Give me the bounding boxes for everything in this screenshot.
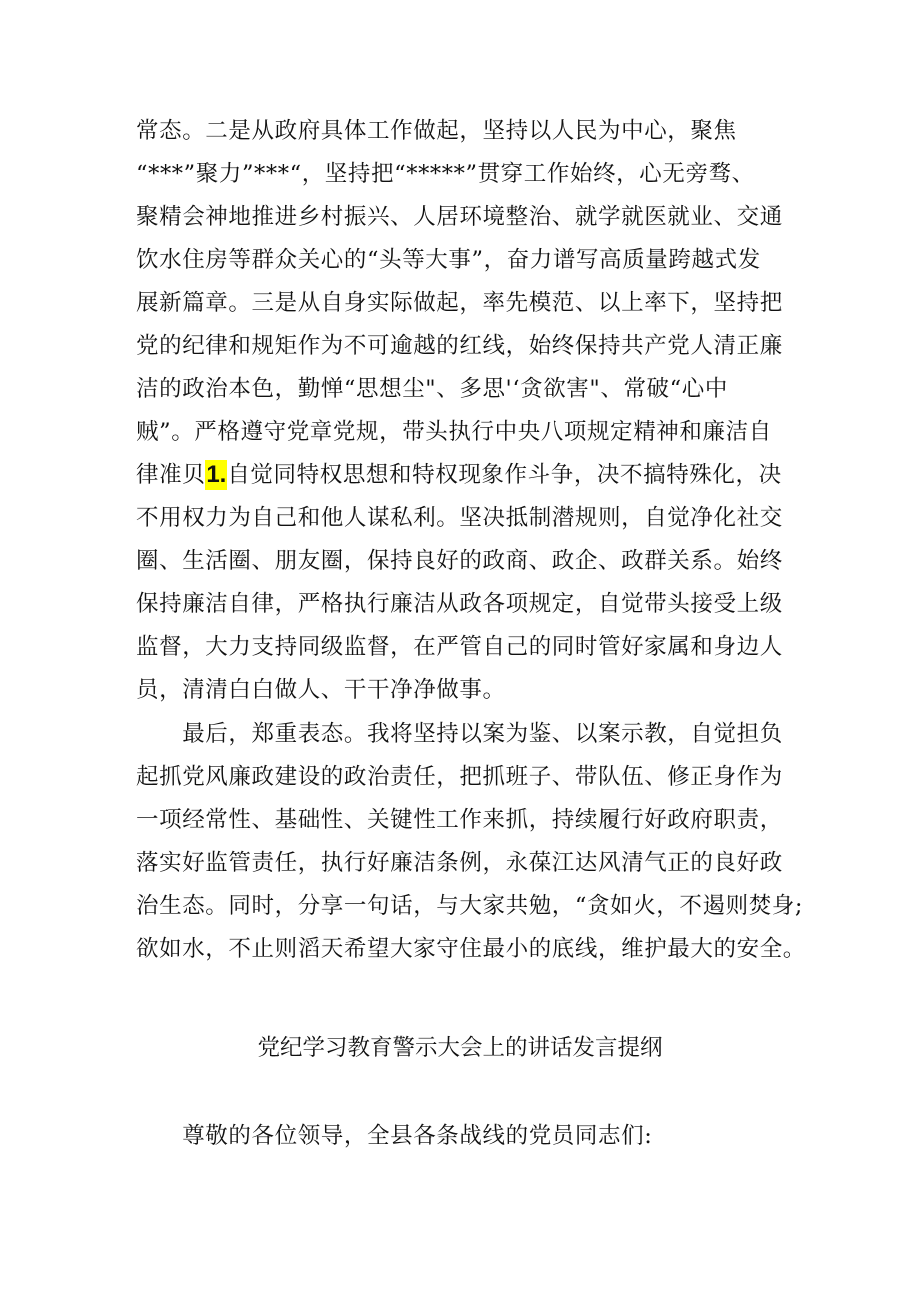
text-line: 聚精会神地推进乡村振兴、人居环境整治、就学就医就业、交通 — [136, 204, 783, 230]
text-line: 洁的政治本色，勤惮“思想尘"、多思'‘贪欲害"、常破“心中 — [136, 376, 728, 402]
text-line: “***”聚力”***“，坚持把“*****”贯穿工作始终，心无旁骛、 — [136, 161, 755, 187]
text-line: 一项经常性、基础性、关键性工作来抓，持续履行好政府职责， — [136, 807, 783, 833]
text-line: 起抓党风廉政建设的政治责任，把抓班子、带队伍、修正身作为 — [136, 764, 783, 790]
text-line: 常态。二是从政府具体工作做起，坚持以人民为中心，聚焦 — [136, 118, 737, 144]
text-segment: 律准贝 — [136, 462, 206, 488]
text-line: 不用权力为自己和他人谋私利。坚决抵制潜规则，自觉净化社交 — [136, 505, 783, 531]
text-line: 欲如水，不止则滔天希望大家守住最小的底线，维护最大的安全。 — [136, 936, 806, 962]
text-line-with-marker — [136, 460, 782, 490]
text-line: 监督，大力支持同级监督，在严管自己的同时管好家属和身边人 — [136, 634, 783, 660]
text-line: 圈、生活圈、朋友圈，保持良好的政商、政企、政群关系。始终 — [136, 548, 783, 574]
section-heading: 党纪学习教育警示大会上的讲话发言提纲 — [257, 1035, 663, 1061]
text-segment: 自觉同特权思想和特权现象作斗争，决不搞特殊化，决 — [227, 462, 782, 488]
text-line: 员，清清白白做人、干干净净做事。 — [136, 677, 506, 703]
text-line: 党的纪律和规矩作为不可逾越的红线，始终保持共产党人清正廉 — [136, 333, 783, 359]
text-line: 饮水住房等群众关心的“头等大事”，奋力谱写高质量跨越式发 — [136, 247, 761, 273]
text-line: 贼”。严格遵守党章党规，带头执行中央八项规定精神和廉洁自 — [136, 419, 772, 445]
text-line: 展新篇章。三是从自身实际做起，率先模范、以上率下，坚持把 — [136, 290, 783, 316]
text-line: 最后，郑重表态。我将坚持以案为鉴、以案示教，自觉担负 — [136, 721, 783, 747]
salutation-line: 尊敬的各位领导，全县各条战线的党员同志们: — [136, 1123, 653, 1149]
text-line: 保持廉洁自律，严格执行廉洁从政各项规定，自觉带头接受上级 — [136, 591, 783, 617]
highlighted-list-marker: 1. — [206, 461, 227, 488]
text-line: 落实好监管责任，执行好廉洁条例，永葆江达风清气正的良好政 — [136, 850, 783, 876]
text-line: 治生态。同时，分享一句话，与大家共勉，“贪如火，不遏则焚身; — [136, 893, 804, 919]
